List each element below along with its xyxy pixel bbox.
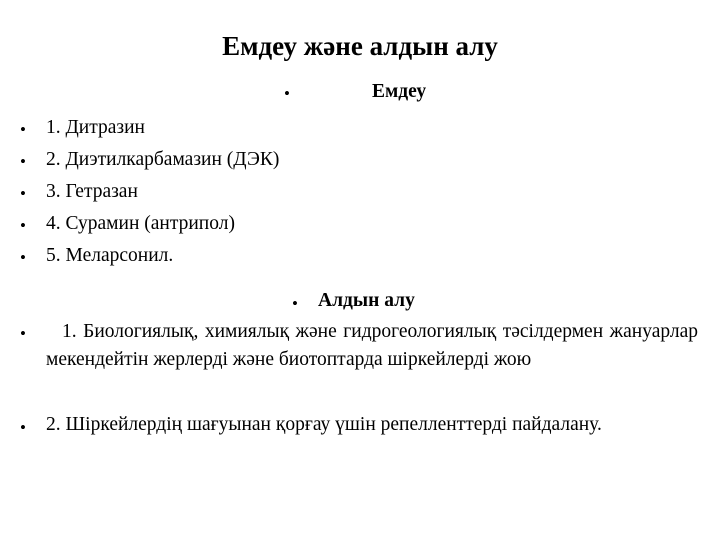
slide-title: Емдеу және алдын алу bbox=[222, 31, 498, 61]
prevention-heading: Алдын алу bbox=[318, 290, 415, 311]
list-item-text: 5. Меларсонил. bbox=[46, 245, 174, 266]
list-item-text: 2. Шіркейлердің шағуынан қорғау үшін репелленттерді пайдалану. bbox=[46, 414, 602, 435]
bullet-marker: • bbox=[284, 84, 290, 103]
list-item-text: 4. Сурамин (антрипол) bbox=[46, 213, 235, 234]
treatment-heading: Емдеу bbox=[372, 81, 427, 102]
list-item-text: 3. Гетразан bbox=[46, 181, 138, 202]
bullet-marker: • bbox=[20, 184, 26, 203]
bullet-marker: • bbox=[20, 418, 26, 437]
list-item-text: 1. Дитразин bbox=[46, 117, 145, 138]
list-item-text: 1. Биологиялық, химиялық және гидрогеологиялық тәсілдермен жануарлар мекендейтін жерлерді және биотоптарда шіркейлерді жою bbox=[46, 321, 698, 370]
list-item-text: 2. Диэтилкарбамазин (ДЭК) bbox=[46, 149, 280, 170]
bullet-marker: • bbox=[20, 248, 26, 267]
bullet-marker: • bbox=[20, 324, 26, 343]
bullet-marker: • bbox=[20, 152, 26, 171]
bullet-marker: • bbox=[20, 216, 26, 235]
bullet-marker: • bbox=[292, 294, 298, 313]
bullet-marker: • bbox=[20, 120, 26, 139]
